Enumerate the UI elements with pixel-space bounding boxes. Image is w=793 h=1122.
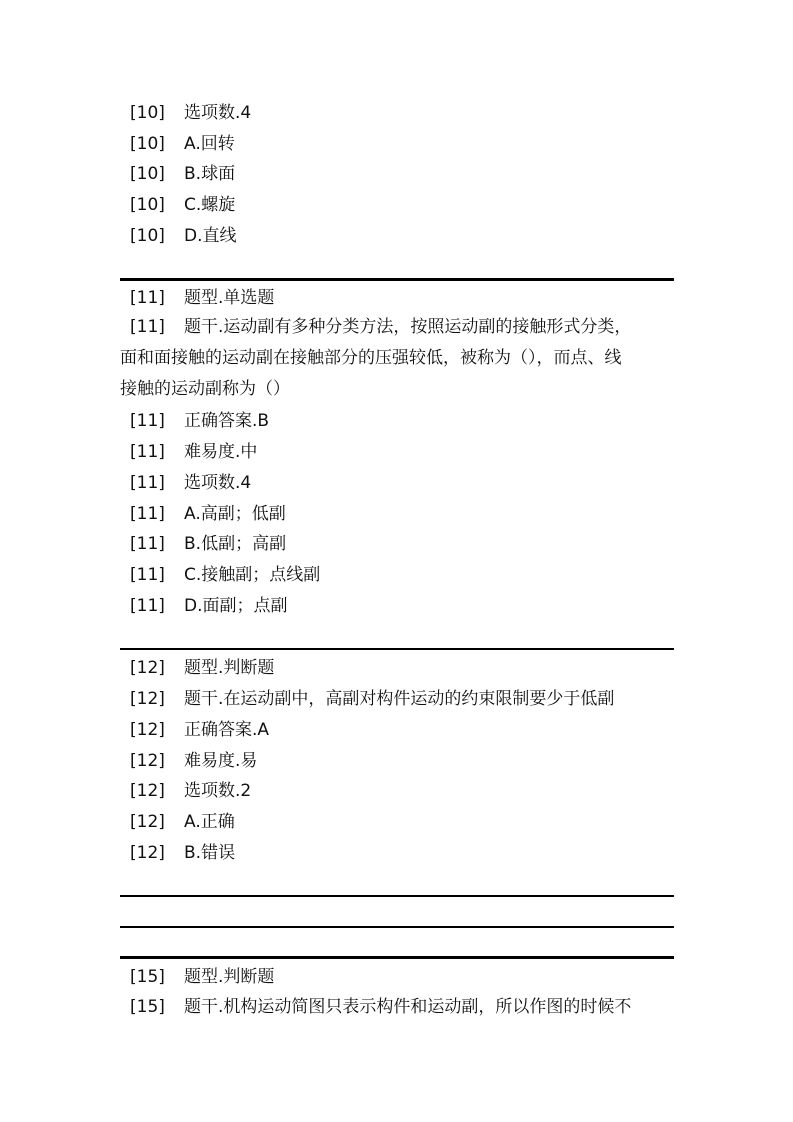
line-text: A.高副；低副 [184,504,286,524]
line-text: D.直线 [184,226,237,246]
question-11-option-b [130,533,723,555]
section-divider [120,648,674,650]
question-number: [12] [130,812,165,832]
question-11-option-c [130,564,723,586]
question-12-answer [130,719,723,741]
question-11-type [130,287,723,309]
line-text: 选项数.2 [184,781,252,801]
question-number: [11] [130,534,165,554]
question-12-option-count [130,780,723,802]
question-number: [11] [130,596,165,616]
question-11-option-a [130,503,723,525]
stem-line-1: 题干.运动副有多种分类方法，按照运动副的接触形式分类， [184,317,632,337]
question-10-option-a [130,133,723,155]
line-text: 正确答案.A [184,720,270,740]
stem-line-3: 接触的运动副称为（） [120,379,290,399]
question-10-option-b [130,163,723,185]
section-divider [120,926,674,928]
question-number: [11] [130,317,165,337]
line-text: 难易度.中 [184,442,258,462]
question-11-stem [120,312,680,405]
line-text: 选项数.4 [184,103,252,123]
question-15-stem [130,996,723,1018]
question-number: [12] [130,781,165,801]
question-number: [11] [130,411,165,431]
question-number: [10] [130,195,165,215]
line-text: A.回转 [184,134,235,154]
line-text: C.接触副；点线副 [184,565,321,585]
question-number: [11] [130,288,165,308]
question-number: [10] [130,103,165,123]
line-text: D.面副；点副 [184,596,288,616]
question-10-option-d [130,225,723,247]
line-text: C.螺旋 [184,195,236,215]
question-number: [15] [130,967,165,987]
question-11-difficulty [130,441,723,463]
line-text: A.正确 [184,812,235,832]
question-number: [12] [130,843,165,863]
question-number: [10] [130,164,165,184]
question-number: [11] [130,442,165,462]
stem-line-2: 面和面接触的运动副在接触部分的压强较低，被称为（），而点、线 [120,348,622,368]
question-11-option-d [130,595,723,617]
line-text: 选项数.4 [184,473,252,493]
question-number: [12] [130,751,165,771]
section-divider [120,956,674,959]
question-12-option-b [130,842,723,864]
question-10-option-c [130,194,723,216]
question-12-type [130,657,723,679]
question-15-type [130,966,723,988]
question-12-difficulty [130,750,723,772]
line-text: 正确答案.B [184,411,270,431]
question-11-answer [130,410,723,432]
question-10-option-count [130,102,723,124]
line-text: 题型.判断题 [184,658,275,678]
line-text: 题型.判断题 [184,967,275,987]
line-text: 题型.单选题 [184,288,275,308]
section-divider [120,278,674,281]
line-text: 题干.机构运动简图只表示构件和运动副，所以作图的时候不 [184,997,632,1017]
question-number: [10] [130,134,165,154]
question-number: [12] [130,720,165,740]
question-number: [11] [130,473,165,493]
question-number: [11] [130,504,165,524]
line-text: 题干.在运动副中，高副对构件运动的约束限制要少于低副 [184,689,615,709]
question-number: [10] [130,226,165,246]
section-divider [120,895,674,897]
question-number: [11] [130,565,165,585]
line-text: B.错误 [184,843,236,863]
line-text: B.低副；高副 [184,534,287,554]
question-12-option-a [130,811,723,833]
question-11-option-count [130,472,723,494]
line-text: 难易度.易 [184,751,258,771]
question-number: [15] [130,997,165,1017]
question-number: [12] [130,658,165,678]
line-text: B.球面 [184,164,236,184]
question-12-stem [130,688,723,710]
question-number: [12] [130,689,165,709]
